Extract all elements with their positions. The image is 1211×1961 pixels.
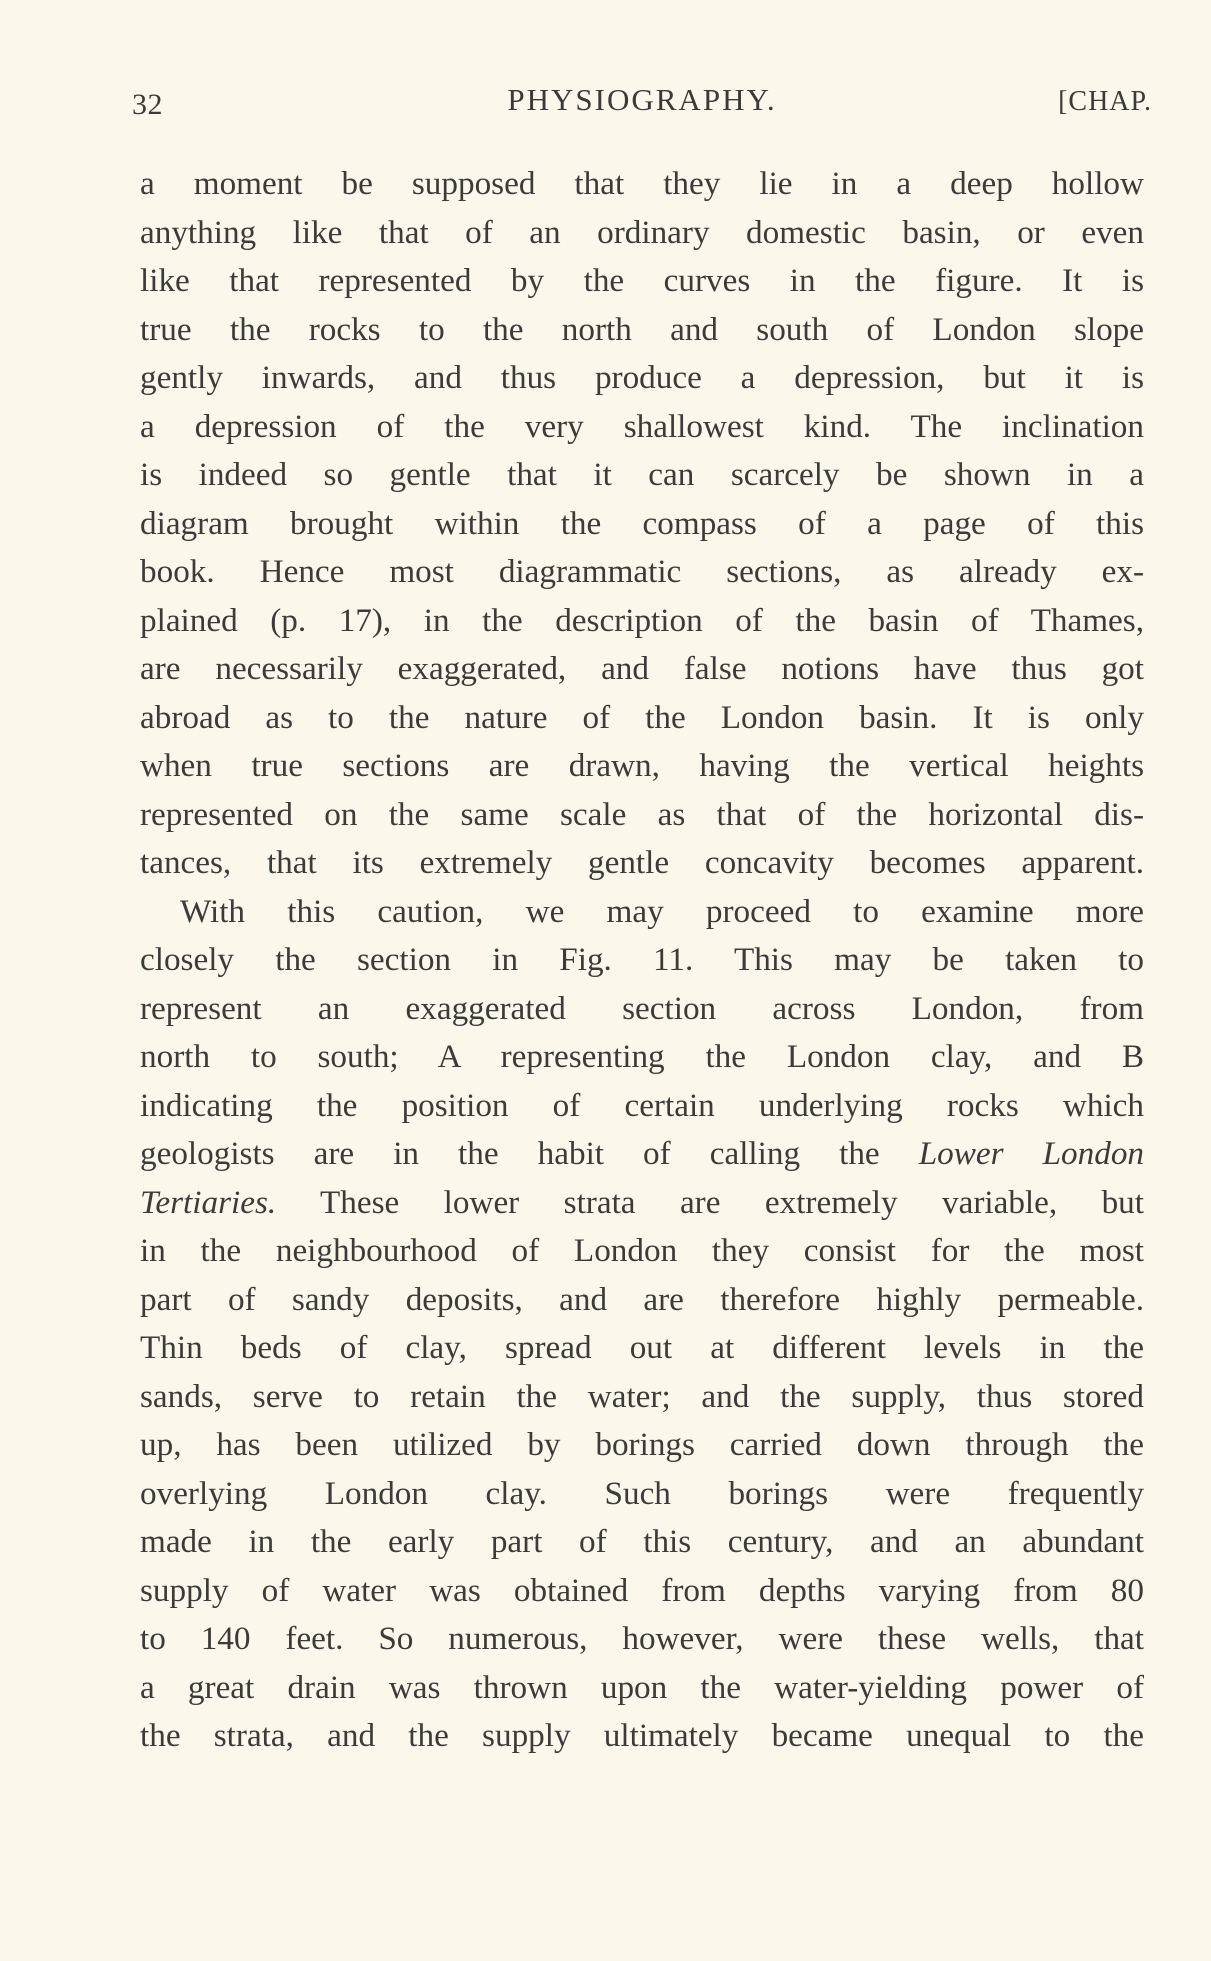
text-line (140, 1567, 1144, 1616)
line-text: supply of water was obtained from depths varying from 80 (140, 1571, 1144, 1609)
running-header (132, 82, 1152, 122)
line-text: With this caution, we may proceed to examine more (180, 892, 1144, 930)
line-text: a moment be supposed that they lie in a deep hollow (140, 165, 1144, 202)
line-text: anything like that of an ordinary domestic basin, or even (140, 213, 1144, 251)
text-line (140, 645, 1144, 694)
text-line (140, 306, 1144, 355)
line-text: made in the early part of this century, and an abundant (140, 1523, 1144, 1560)
line-text: closely the section in Fig. 11. This may be taken to (140, 941, 1144, 978)
line-text: are necessarily exaggerated, and false notions have thus got (140, 650, 1144, 687)
line-text: geologists are in the habit of calling the (140, 1135, 880, 1172)
italic-term: Lower London (918, 1135, 1144, 1172)
line-text: Thin beds of clay, spread out at different levels in the (140, 1329, 1144, 1366)
page-number: 32 (132, 88, 163, 121)
line-text: sands, serve to retain the water; and the supply, thus stored (140, 1377, 1144, 1415)
line-text: represent an exaggerated section across London, from (140, 989, 1144, 1027)
text-line (140, 1130, 1144, 1179)
line-text: the strata, and the supply ultimately became unequal to the (140, 1717, 1144, 1754)
line-text: gently inwards, and thus produce a depression, but it is (140, 359, 1144, 396)
line-text: up, has been utilized by borings carried down through the (140, 1426, 1144, 1463)
line-text: to 140 feet. So numerous, however, were these wells, that (140, 1620, 1144, 1657)
text-line (140, 451, 1144, 500)
line-text: indicating the position of certain underlying rocks which (140, 1086, 1144, 1124)
text-line (140, 1664, 1144, 1713)
text-line (140, 791, 1144, 840)
line-text: like that represented by the curves in the figure. It is (140, 262, 1144, 299)
line-text: plained (p. 17), in the description of the basin of Thames, (140, 601, 1144, 639)
text-line (140, 403, 1144, 452)
text-line (140, 742, 1144, 791)
text-line (140, 888, 1144, 937)
text-line (140, 1421, 1144, 1470)
text-line (140, 548, 1144, 597)
italic-term: Tertiaries. (140, 1183, 277, 1221)
text-line (140, 500, 1144, 549)
line-text: is indeed so gentle that it can scarcely be shown in a (140, 456, 1144, 493)
line-text: true the rocks to the north and south of London slope (140, 310, 1144, 348)
text-line (140, 1712, 1144, 1761)
text-line (140, 160, 1144, 209)
line-text: a great drain was thrown upon the water-yielding power of (140, 1668, 1144, 1706)
text-line (140, 597, 1144, 646)
text-line (140, 839, 1144, 888)
line-text: part of sandy deposits, and are therefore highly permeable. (140, 1280, 1144, 1318)
line-text: book. Hence most diagrammatic sections, as already ex- (140, 553, 1144, 590)
text-line (140, 936, 1144, 985)
text-line (140, 1276, 1144, 1325)
text-line (140, 1518, 1144, 1567)
line-text: north to south; A representing the London clay, and B (140, 1038, 1144, 1075)
text-line (140, 1373, 1144, 1422)
text-line (140, 694, 1144, 743)
running-title: PHYSIOGRAPHY. (507, 82, 777, 117)
line-text: represented on the same scale as that of the horizontal dis- (140, 795, 1144, 833)
text-line (140, 1615, 1144, 1664)
line-text: tances, that its extremely gentle concavity becomes apparent. (140, 844, 1144, 881)
line-text: in the neighbourhood of London they consist for the most (140, 1232, 1144, 1269)
chapter-marker: [CHAP. (1058, 86, 1152, 117)
text-line (140, 985, 1144, 1034)
text-line (140, 1179, 1144, 1228)
text-line (140, 1470, 1144, 1519)
text-line (140, 1033, 1144, 1082)
text-line (140, 257, 1144, 306)
text-line (140, 1324, 1144, 1373)
line-text: overlying London clay. Such borings were frequently (140, 1474, 1144, 1512)
text-line (140, 1227, 1144, 1276)
text-line (140, 354, 1144, 403)
line-text: These lower strata are extremely variable, but (320, 1183, 1144, 1221)
line-text: a depression of the very shallowest kind. The inclination (140, 407, 1144, 445)
line-text: diagram brought within the compass of a page of this (140, 504, 1144, 542)
body-text (140, 160, 1144, 1761)
text-line (140, 209, 1144, 258)
text-line (140, 1082, 1144, 1131)
line-text: when true sections are drawn, having the vertical heights (140, 747, 1144, 784)
line-text: abroad as to the nature of the London basin. It is only (140, 698, 1144, 736)
